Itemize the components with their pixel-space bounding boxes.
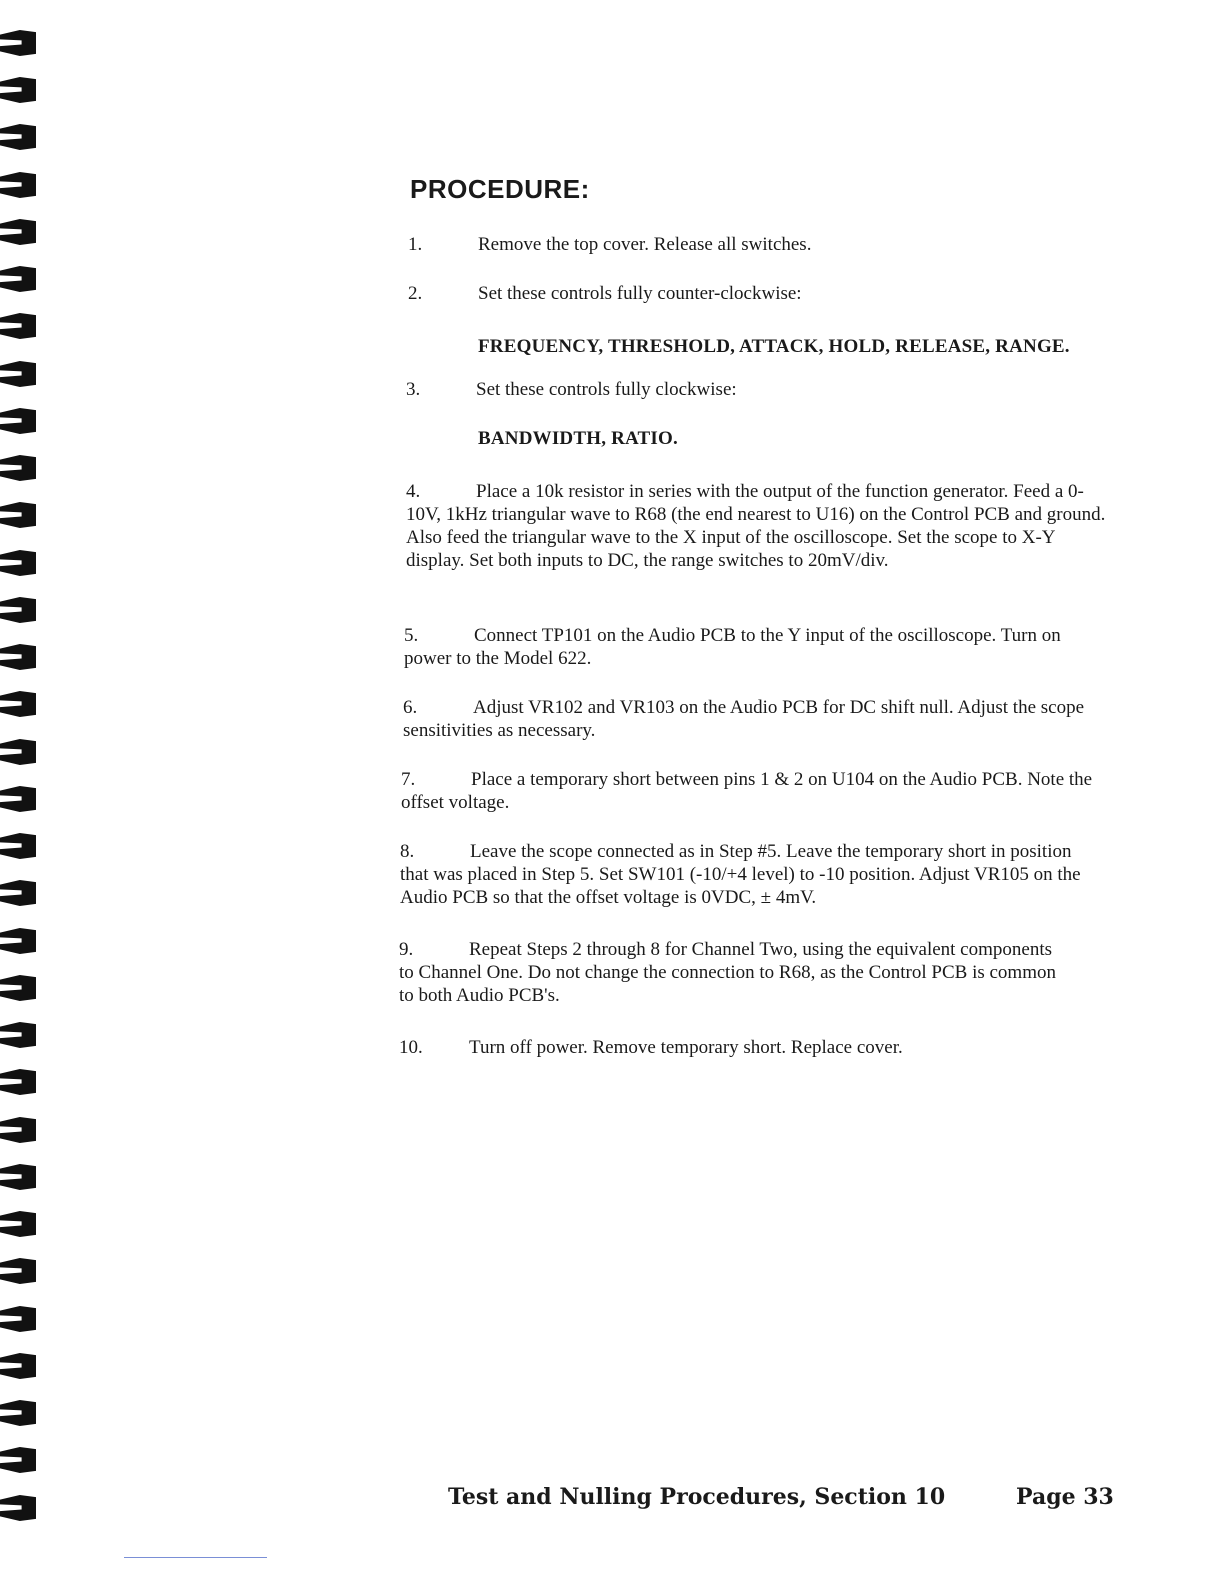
footer-page-number: Page 33 — [1016, 1484, 1114, 1510]
step-6 — [403, 696, 1103, 742]
step-8 — [400, 840, 1100, 909]
binding-coil — [0, 30, 36, 56]
controls-ccw-list: FREQUENCY, THRESHOLD, ATTACK, HOLD, RELEASE, RANGE. — [478, 336, 1070, 357]
binding-coil — [0, 361, 36, 387]
scan-mark — [124, 1557, 267, 1558]
step-number: 5. — [404, 625, 419, 646]
step-text: Connect TP101 on the Audio PCB to the Y input of the oscilloscope. Turn on power to the Model 622. — [404, 625, 1061, 669]
step-text: Remove the top cover. Release all switches. — [478, 234, 812, 255]
binding-coil — [0, 597, 36, 623]
step-number: 3. — [406, 379, 421, 400]
step-text: Set these controls fully clockwise: — [476, 379, 737, 400]
step-text: Set these controls fully counter-clockwise: — [478, 283, 802, 304]
binding-coil — [0, 928, 36, 954]
footer-section-title: Test and Nulling Procedures, Section 10 — [448, 1484, 946, 1510]
binding-coil — [0, 1211, 36, 1237]
binding-coil — [0, 1117, 36, 1143]
binding-coil — [0, 739, 36, 765]
step-2 — [408, 282, 1128, 305]
binding-coil — [0, 1400, 36, 1426]
step-text: Turn off power. Remove temporary short. Replace cover. — [469, 1037, 903, 1058]
binding-coil — [0, 408, 36, 434]
binding-coil — [0, 219, 36, 245]
step-number: 9. — [399, 939, 414, 960]
binding-coil — [0, 1495, 36, 1521]
binding-coil — [0, 455, 36, 481]
binding-coil — [0, 1353, 36, 1379]
step-10 — [399, 1036, 1119, 1059]
binding-coil — [0, 1258, 36, 1284]
binding-coil — [0, 786, 36, 812]
step-number: 6. — [403, 697, 418, 718]
step-number: 4. — [406, 481, 421, 502]
step-3 — [406, 378, 1126, 401]
binding-coil — [0, 1164, 36, 1190]
procedure-heading: PROCEDURE: — [410, 174, 590, 204]
step-number: 2. — [408, 283, 423, 304]
step-number: 10. — [399, 1037, 423, 1058]
step-text: Place a 10k resistor in series with the output of the function generator. Feed a 0-10V, 1kHz triangular wave to R68 (the end nearest to U16) on the Control PCB and ground. Also feed the triangular wave to the X input of the oscilloscope. Set the scope to X-Y display. Set both inputs to DC, the range switches to 20mV/div. — [406, 481, 1106, 571]
binding-coil — [0, 313, 36, 339]
binding-coil — [0, 550, 36, 576]
binding-coil — [0, 1022, 36, 1048]
binding-coil — [0, 1306, 36, 1332]
binding-coil — [0, 644, 36, 670]
step-4 — [406, 480, 1106, 572]
step-text: Leave the scope connected as in Step #5. Leave the temporary short in position that was placed in Step 5. Set SW101 (-10/+4 level) to -10 position. Adjust VR105 on the Audio PCB so that the offset voltage is 0VDC, ± 4mV. — [400, 841, 1081, 908]
binding-coil — [0, 975, 36, 1001]
binding-coil — [0, 691, 36, 717]
step-text: Repeat Steps 2 through 8 for Channel Two, using the equivalent components to Channel One. Do not change the connection to R68, as the Control PCB is common to both Audio PCB's. — [399, 939, 1056, 1006]
step-number: 7. — [401, 769, 416, 790]
binding-coil — [0, 266, 36, 292]
binding-coil — [0, 833, 36, 859]
step-text: Place a temporary short between pins 1 & 2 on U104 on the Audio PCB. Note the offset voltage. — [401, 769, 1093, 813]
binding-coil — [0, 124, 36, 150]
binding-coil — [0, 1069, 36, 1095]
binding-coil — [0, 77, 36, 103]
step-number: 8. — [400, 841, 415, 862]
step-1 — [408, 233, 1128, 256]
step-9 — [399, 938, 1059, 1007]
binding-coil — [0, 502, 36, 528]
binding-coil — [0, 880, 36, 906]
spiral-binding — [0, 0, 40, 1584]
step-7 — [401, 768, 1113, 814]
step-number: 1. — [408, 234, 423, 255]
controls-cw-list: BANDWIDTH, RATIO. — [478, 428, 678, 449]
step-5 — [404, 624, 1104, 670]
binding-coil — [0, 1447, 36, 1473]
binding-coil — [0, 172, 36, 198]
step-text: Adjust VR102 and VR103 on the Audio PCB for DC shift null. Adjust the scope sensitivities as necessary. — [403, 697, 1085, 741]
